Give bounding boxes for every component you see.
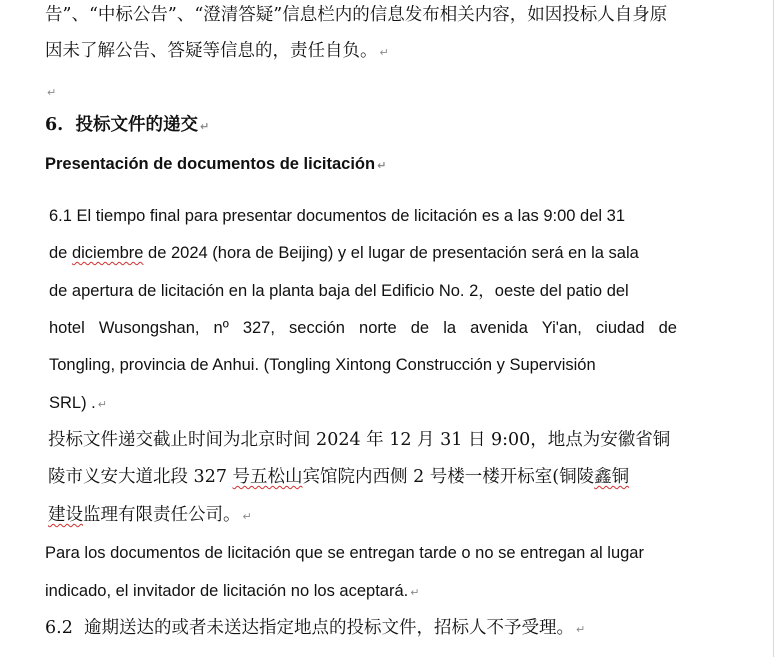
late-es-line-1: Para los documentos de licitación que se entregan tarde o no se entregan al lugar [45, 544, 644, 562]
paragraph-mark: ↵ [377, 159, 387, 172]
p62-cn-line: 6.2 逾期送达的或者未送达指定地点的投标文件，招标人不予受理。 ↵ [45, 618, 586, 638]
paragraph-mark: ↵ [575, 623, 586, 636]
spellcheck-flag[interactable]: diciembre [71, 244, 144, 262]
paragraph-mark: ↵ [199, 120, 210, 133]
section-heading-es: Presentación de documentos de licitación ↵ [45, 155, 387, 173]
empty-paragraph [45, 80, 56, 104]
spellcheck-flag[interactable]: 鑫铜 [594, 467, 630, 487]
intro-line-2: 因未了解公告、答疑等信息的，责任自负。 ↵ [45, 41, 389, 61]
p61-es-line-6: SRL) . ↵ [49, 394, 107, 412]
spellcheck-flag[interactable]: 建设 [48, 505, 83, 525]
p61-cn-line-1: 投标文件递交截止时间为北京时间 2024 年 12 月 31 日 9:00，地点为安徽省铜 [48, 430, 671, 450]
intro-line-1: 告”、“中标公告”、“澄清答疑”信息栏内的信息发布相关内容，如因投标人自身原 [45, 5, 668, 25]
section-title-cn: 投标文件的递交 [75, 115, 198, 135]
p61-es-line-1: 6.1 El tiempo final para presentar documentos de licitación es a las 9:00 del 31 [49, 207, 626, 225]
spellcheck-flag[interactable]: 号五松山 [232, 467, 303, 487]
section-number: 6. [45, 115, 64, 135]
p61-es-line-4: hotel Wusongshan, nº 327, sección norte de la avenida Yi'an, ciudad de [49, 319, 677, 337]
clause-number: 6.2 [45, 618, 73, 638]
paragraph-mark: ↵ [47, 86, 57, 99]
p61-cn-line-3: 建设监理有限责任公司。 ↵ [48, 505, 252, 525]
p61-es-line-5: Tongling, provincia de Anhui. (Tongling Xintong Construcción y Supervisión [49, 356, 596, 374]
paragraph-mark: ↵ [242, 510, 252, 523]
section-heading-cn [45, 114, 209, 138]
p61-es-line-3: de apertura de licitación en la planta baja del Edificio No. 2，oeste del patio del [49, 282, 629, 300]
p61-es-line-2: de diciembre de 2024 (hora de Beijing) y el lugar de presentación será en la sala [49, 244, 639, 262]
p61-cn-line-2: 陵市义安大道北段 327 号五松山宾馆院内西侧 2 号楼一楼开标室(铜陵鑫铜 [48, 467, 630, 487]
late-es-line-2: indicado, el invitador de licitación no los aceptará. ↵ [45, 582, 420, 600]
paragraph-mark: ↵ [97, 398, 107, 411]
paragraph-mark: ↵ [410, 586, 420, 599]
paragraph-mark: ↵ [379, 46, 389, 59]
